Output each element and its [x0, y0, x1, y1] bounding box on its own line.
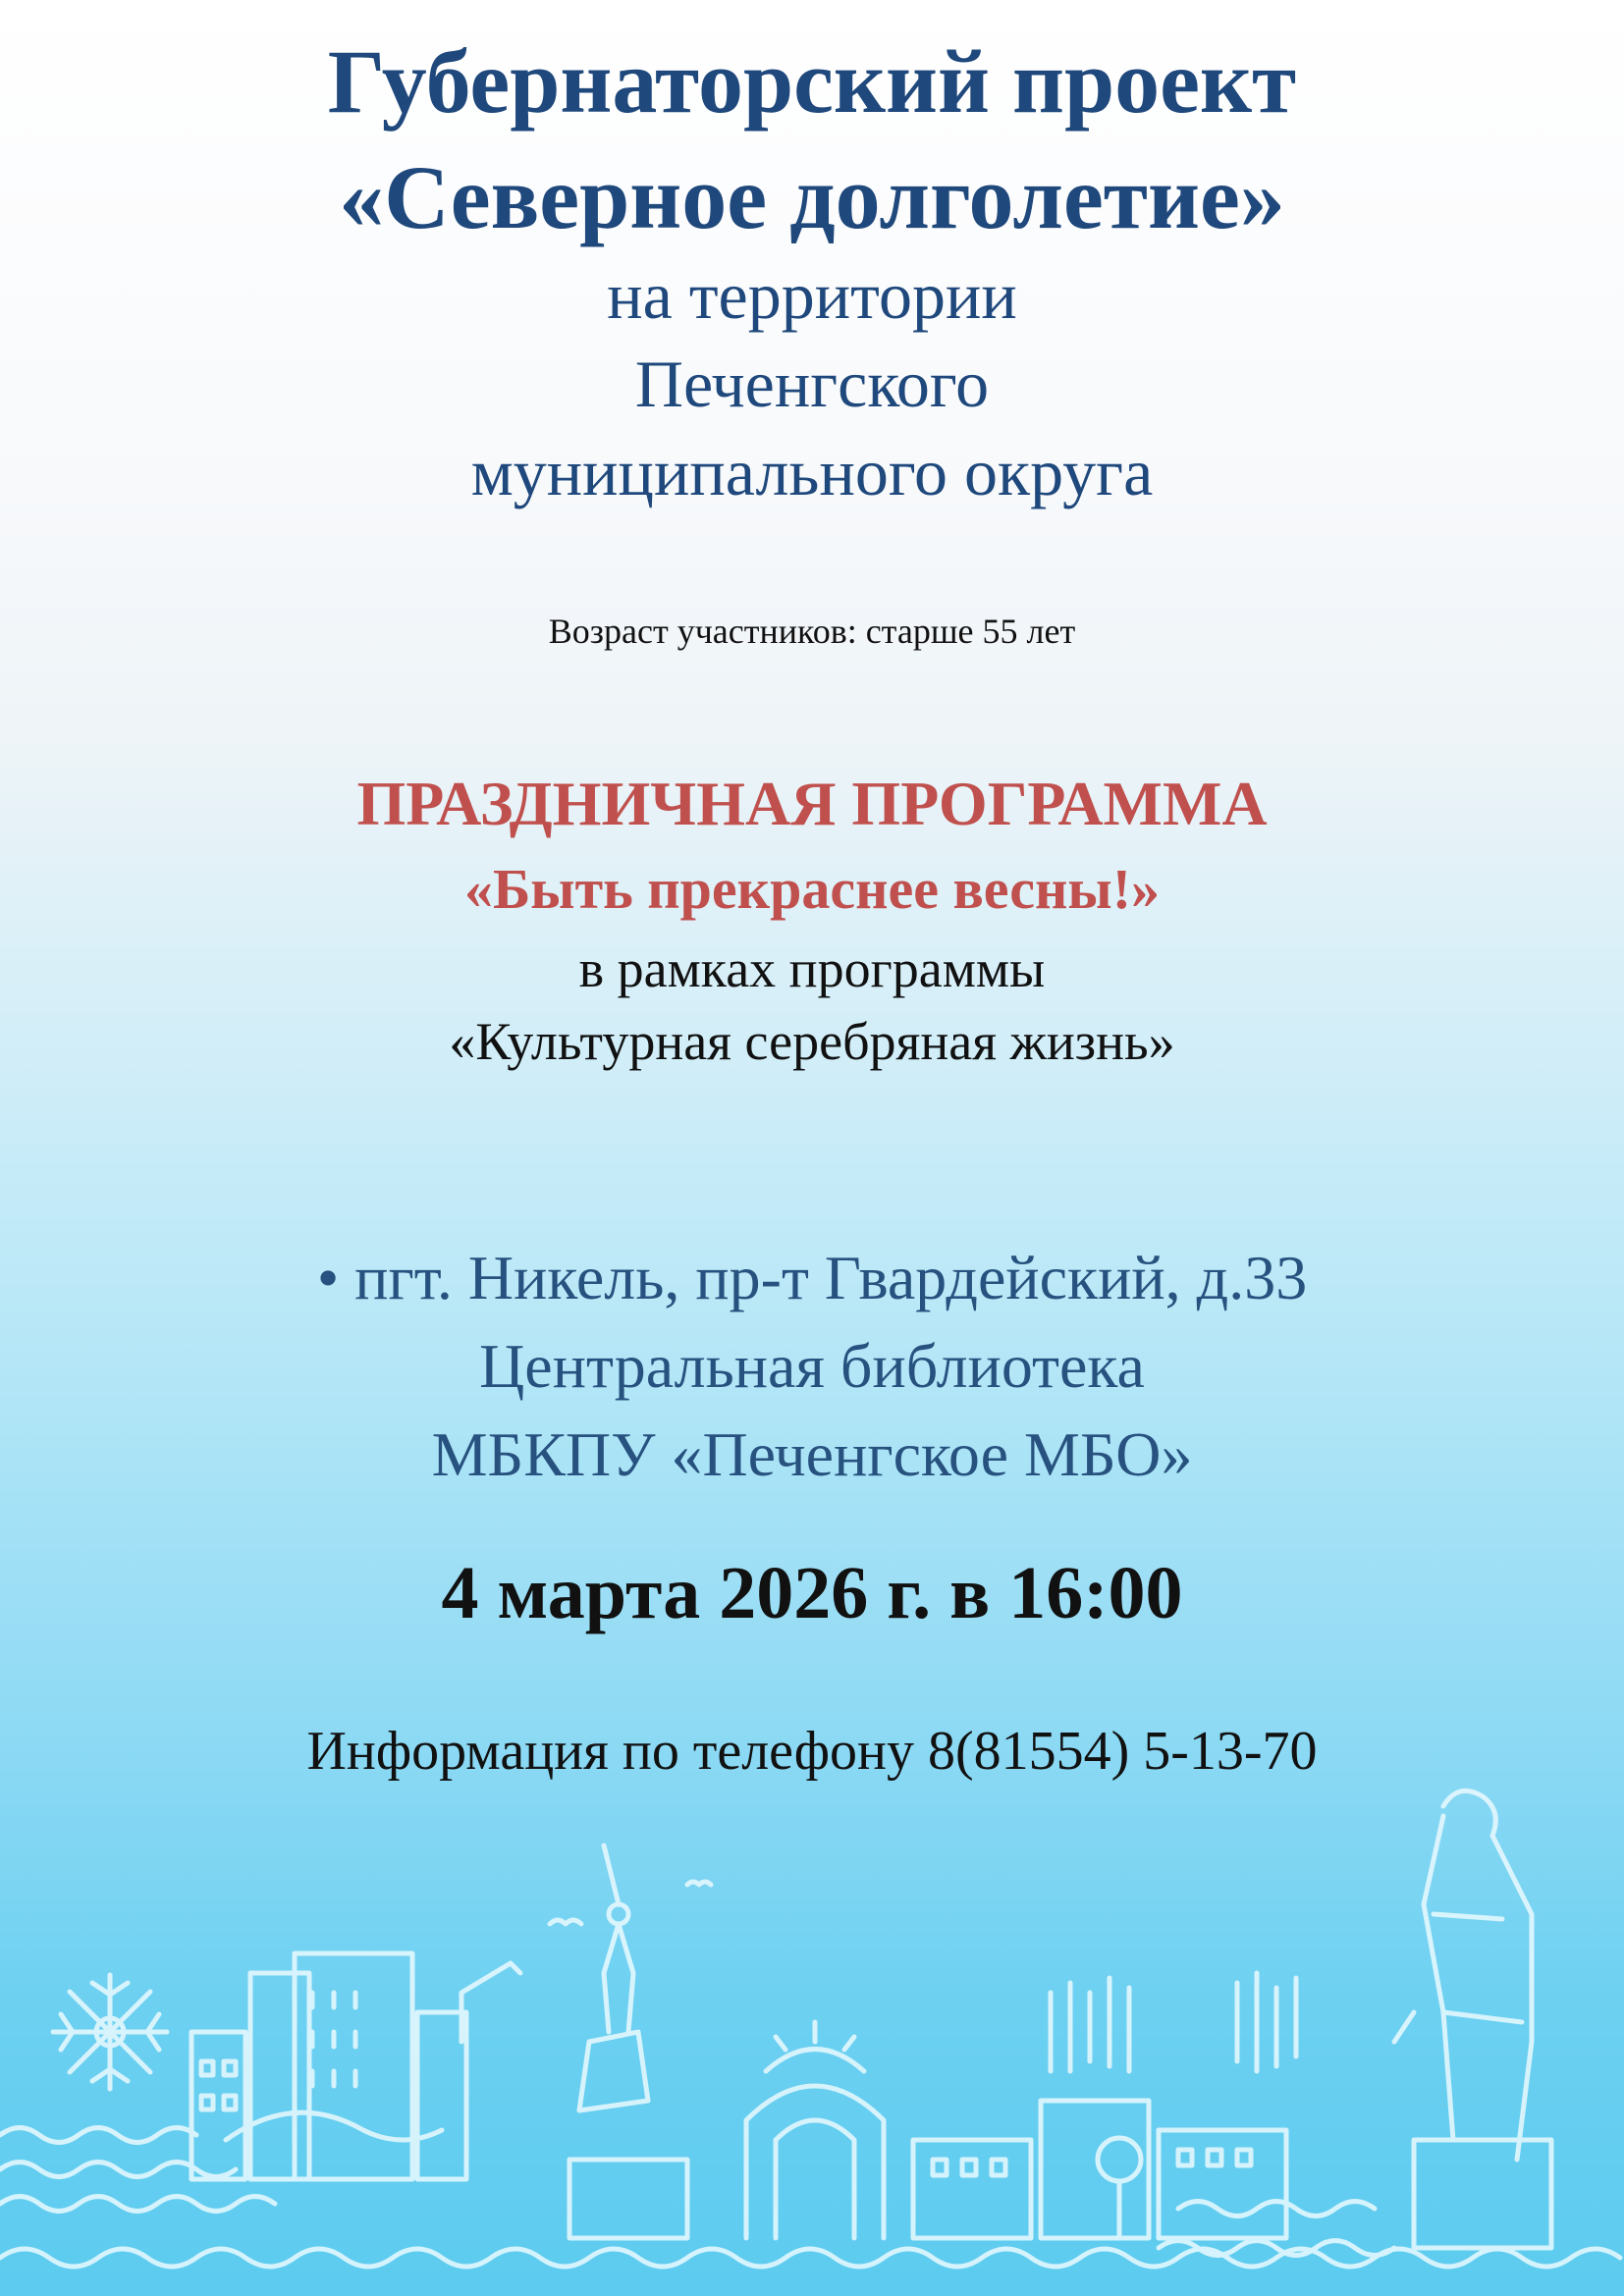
venue-place-line2: МБКПУ «Печенгское МБО» [431, 1419, 1193, 1489]
territory-line3: муниципального округа [470, 435, 1154, 509]
venue-address: • пгт. Никель, пр-т Гвардейский, д.33 [316, 1243, 1308, 1312]
waves-right [1159, 2202, 1394, 2256]
program-context-line1: в рамках программы [578, 939, 1046, 998]
event-datetime: 4 марта 2026 г. в 16:00 [441, 1552, 1183, 1634]
project-title-line1: Губернаторский проект [327, 31, 1297, 132]
venue-place-line1: Центральная библиотека [479, 1331, 1145, 1401]
left-buildings [191, 1953, 520, 2179]
arch-building [746, 2022, 884, 2238]
program-label: ПРАЗДНИЧНАЯ ПРОГРАММА [356, 769, 1268, 838]
territory-line1: на территории [607, 258, 1017, 333]
project-title-line2: «Северное долголетие» [339, 147, 1285, 247]
city-skyline-line-art [0, 1747, 1624, 2296]
program-context-line2: «Культурная серебряная жизнь» [449, 1012, 1175, 1071]
waves-bottom [0, 2249, 1620, 2267]
program-name: «Быть прекраснее весны!» [463, 857, 1161, 921]
snowflake-icon [53, 1975, 167, 2089]
statue-icon [1394, 1790, 1551, 2248]
aurora-lines [1051, 1973, 1296, 2071]
territory-line2: Печенгского [634, 347, 990, 421]
waves-left [0, 2112, 442, 2211]
contact-phone: Информация по телефону 8(81554) 5-13-70 [306, 1721, 1318, 1782]
monument-icon [550, 1845, 711, 2238]
age-note: Возраст участников: старше 55 лет [548, 612, 1076, 651]
